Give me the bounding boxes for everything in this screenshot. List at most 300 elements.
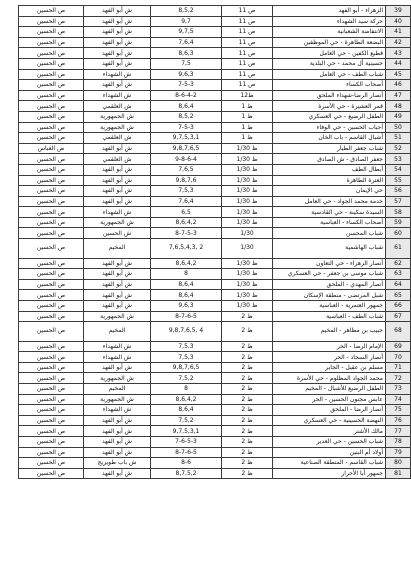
- route-cell: ش أبو الفهد: [84, 143, 151, 154]
- row-number-cell: 54: [386, 164, 411, 175]
- procession-name-cell: شباب المحسن: [273, 228, 386, 239]
- time-cell: 12ظ: [222, 90, 273, 101]
- sequence-cell: 8-7-6-5: [151, 447, 222, 458]
- destination-cell: ص الحسين: [19, 58, 84, 69]
- sequence-cell: 8,6,4,2: [151, 258, 222, 269]
- destination-cell: ص العباس: [19, 143, 84, 154]
- destination-cell: ص الحسين: [19, 458, 84, 469]
- time-cell: 1/30 ظ: [222, 175, 273, 186]
- time-cell: 1/30 ظ: [222, 300, 273, 311]
- destination-cell: ص الحسين: [19, 269, 84, 280]
- table-row: [19, 27, 411, 38]
- destination-cell: ص الحسين: [19, 362, 84, 373]
- destination-cell: ص الحسين: [19, 122, 84, 133]
- procession-name-cell: أبطال الطف: [273, 164, 386, 175]
- procession-name-cell: جمهور أبا الأحرار: [273, 468, 386, 479]
- procession-name-cell: شباب القاسم - المنطقة الصناعية: [273, 458, 386, 469]
- table-row: [19, 48, 411, 59]
- row-number-cell: 74: [386, 394, 411, 405]
- row-number-cell: 47: [386, 90, 411, 101]
- time-cell: 1/30 ظ: [222, 269, 273, 280]
- sequence-cell: 9,8,7,6,5: [151, 362, 222, 373]
- sequence-cell: 7,6,4: [151, 37, 222, 48]
- table-row: [19, 362, 411, 373]
- row-number-cell: 49: [386, 111, 411, 122]
- time-cell: 11 ص: [222, 37, 273, 48]
- time-cell: 1/30 ظ: [222, 164, 273, 175]
- row-number-cell: 55: [386, 175, 411, 186]
- table-row: [19, 101, 411, 112]
- route-cell: ش أبو الفهد: [84, 58, 151, 69]
- sequence-cell: 7,5,2: [151, 415, 222, 426]
- table-row: [19, 228, 411, 239]
- route-cell: المخيم: [84, 322, 151, 342]
- procession-name-cell: محمد الجواد المظلوم - حي الأسرة: [273, 373, 386, 384]
- table-row: [19, 311, 411, 322]
- table-row: [19, 69, 411, 80]
- row-number-cell: 52: [386, 143, 411, 154]
- destination-cell: ص الحسين: [19, 415, 84, 426]
- table-row: [19, 258, 411, 269]
- sequence-cell: 8,6,4: [151, 279, 222, 290]
- sequence-cell: 8,6,3: [151, 48, 222, 59]
- route-cell: ش أبو الفهد: [84, 300, 151, 311]
- destination-cell: ص الحسين: [19, 405, 84, 416]
- table-row: [19, 196, 411, 207]
- table-row: [19, 6, 411, 17]
- route-cell: ش العلقمي: [84, 101, 151, 112]
- table-row: [19, 122, 411, 133]
- destination-cell: ص الحسين: [19, 258, 84, 269]
- time-cell: 2 ظ: [222, 362, 273, 373]
- route-cell: ش أبو الفهد: [84, 186, 151, 197]
- table-row: [19, 217, 411, 228]
- table-row: [19, 186, 411, 197]
- time-cell: 11 ص: [222, 80, 273, 91]
- sequence-cell: 7-5-3: [151, 122, 222, 133]
- procession-name-cell: أولاد أم البنين: [273, 447, 386, 458]
- destination-cell: ص الحسين: [19, 207, 84, 218]
- table-row: [19, 90, 411, 101]
- row-number-cell: 45: [386, 69, 411, 80]
- time-cell: 1/30 ظ: [222, 217, 273, 228]
- time-cell: 1/30 ظ: [222, 143, 273, 154]
- destination-cell: ص الحسين: [19, 300, 84, 311]
- procession-name-cell: شبل المرتضى - منطقة الإسكان: [273, 290, 386, 301]
- time-cell: 2 ظ: [222, 415, 273, 426]
- sequence-cell: 8,6,4,2: [151, 217, 222, 228]
- table-row: [19, 384, 411, 395]
- time-cell: 2 ظ: [222, 436, 273, 447]
- procession-name-cell: حي الإيمان: [273, 186, 386, 197]
- time-cell: 1 ظ: [222, 101, 273, 112]
- sequence-cell: 9,8,7,6,5, 4: [151, 322, 222, 342]
- table-row: [19, 80, 411, 91]
- procession-name-cell: شباب جعفر الطيار: [273, 143, 386, 154]
- row-number-cell: 58: [386, 207, 411, 218]
- procession-name-cell: الطفل الرضيع للأشبال - المخيم: [273, 384, 386, 395]
- destination-cell: ص الحسين: [19, 352, 84, 363]
- row-number-cell: 57: [386, 196, 411, 207]
- time-cell: 2 ظ: [222, 341, 273, 352]
- table-row: [19, 164, 411, 175]
- table-row: [19, 207, 411, 218]
- time-cell: 2 ظ: [222, 311, 273, 322]
- route-cell: المخيم: [84, 239, 151, 259]
- procession-name-cell: شباب الحسين - حي الغدير: [273, 436, 386, 447]
- route-cell: ش أبو الفهد: [84, 37, 151, 48]
- row-number-cell: 75: [386, 405, 411, 416]
- route-cell: ش الشهداء: [84, 90, 151, 101]
- sequence-cell: 7,5,3: [151, 186, 222, 197]
- table-row: [19, 239, 411, 259]
- time-cell: 1/30 ظ: [222, 279, 273, 290]
- time-cell: 1/30 ظ: [222, 196, 273, 207]
- procession-name-cell: أنصار السجاد - الحر: [273, 352, 386, 363]
- table-row: [19, 322, 411, 342]
- sequence-cell: 8,6,4: [151, 405, 222, 416]
- table-row: [19, 352, 411, 363]
- destination-cell: ص الحسين: [19, 37, 84, 48]
- procession-name-cell: الزهراء - أبو الفهد: [273, 6, 386, 17]
- procession-name-cell: مسلم بن عقيل - الجاير: [273, 362, 386, 373]
- route-cell: ش أبو الفهد: [84, 290, 151, 301]
- row-number-cell: 78: [386, 436, 411, 447]
- sequence-cell: 9,6,3: [151, 69, 222, 80]
- row-number-cell: 80: [386, 458, 411, 469]
- row-number-cell: 61: [386, 239, 411, 259]
- procession-name-cell: أنصار الرضا-شهداء الملحق: [273, 90, 386, 101]
- route-cell: ش أبو الفهد: [84, 175, 151, 186]
- destination-cell: ص الحسين: [19, 133, 84, 144]
- table-row: [19, 447, 411, 458]
- time-cell: 11 ص: [222, 58, 273, 69]
- sequence-cell: 8,5,2: [151, 111, 222, 122]
- table-row: [19, 16, 411, 27]
- table-row: [19, 436, 411, 447]
- route-cell: ش الشهداء: [84, 405, 151, 416]
- procession-name-cell: جعفر الصادق - ش الصادق: [273, 154, 386, 165]
- time-cell: 2 ظ: [222, 352, 273, 363]
- destination-cell: ص الحسين: [19, 290, 84, 301]
- row-number-cell: 53: [386, 154, 411, 165]
- sequence-cell: 8,7,5,2: [151, 468, 222, 479]
- sequence-cell: 8-6-4-2: [151, 90, 222, 101]
- row-number-cell: 51: [386, 133, 411, 144]
- route-cell: ش الجمهورية: [84, 311, 151, 322]
- row-number-cell: 64: [386, 279, 411, 290]
- sequence-cell: 9,7,5,3,1: [151, 426, 222, 437]
- sequence-cell: 8-7-5-3: [151, 228, 222, 239]
- sequence-cell: 7-5-3: [151, 80, 222, 91]
- procession-name-cell: قطيع الكفين - حي العامل: [273, 48, 386, 59]
- procession-name-cell: أنصار المهدي - الملحق: [273, 279, 386, 290]
- sequence-cell: 8,6,4: [151, 101, 222, 112]
- destination-cell: ص الحسين: [19, 69, 84, 80]
- sequence-cell: 9,6,3: [151, 300, 222, 311]
- procession-name-cell: شباب الهاشمية: [273, 239, 386, 259]
- destination-cell: ص الحسين: [19, 90, 84, 101]
- sequence-cell: 8,6,4: [151, 290, 222, 301]
- time-cell: 2 ظ: [222, 426, 273, 437]
- time-cell: 2 ظ: [222, 394, 273, 405]
- time-cell: 1/30 ظ: [222, 154, 273, 165]
- destination-cell: ص الحسين: [19, 279, 84, 290]
- sequence-cell: 9,8,7,6: [151, 175, 222, 186]
- route-cell: ش أبو الفهد: [84, 269, 151, 280]
- destination-cell: ص الحسين: [19, 426, 84, 437]
- time-cell: 11 ص: [222, 69, 273, 80]
- row-number-cell: 48: [386, 101, 411, 112]
- row-number-cell: 77: [386, 426, 411, 437]
- destination-cell: ص الحسين: [19, 27, 84, 38]
- procession-name-cell: أصحاب الكساء - العباسية: [273, 217, 386, 228]
- destination-cell: ص الحسين: [19, 101, 84, 112]
- row-number-cell: 44: [386, 58, 411, 69]
- route-cell: ش أبو الفهد: [84, 447, 151, 458]
- time-cell: 2 ظ: [222, 447, 273, 458]
- sequence-cell: 7,5,2: [151, 373, 222, 384]
- table-row: [19, 111, 411, 122]
- time-cell: 2 ظ: [222, 384, 273, 395]
- time-cell: 1/30: [222, 228, 273, 239]
- destination-cell: ص الحسين: [19, 384, 84, 395]
- table-row: [19, 426, 411, 437]
- row-number-cell: 69: [386, 341, 411, 352]
- row-number-cell: 39: [386, 6, 411, 17]
- time-cell: 2 ظ: [222, 458, 273, 469]
- procession-name-cell: أنصار الرضا - الملحق: [273, 405, 386, 416]
- row-number-cell: 67: [386, 311, 411, 322]
- route-cell: ش الجمهورية: [84, 217, 151, 228]
- route-cell: ش الجمهورية: [84, 111, 151, 122]
- destination-cell: ص الحسين: [19, 164, 84, 175]
- route-cell: ش أبو الفهد: [84, 468, 151, 479]
- table-body: [19, 6, 411, 479]
- row-number-cell: 40: [386, 16, 411, 27]
- procession-name-cell: الانتفاضة الشعبانية: [273, 27, 386, 38]
- destination-cell: ص الحسين: [19, 468, 84, 479]
- route-cell: ش أبو الفهد: [84, 27, 151, 38]
- time-cell: 1/30 ظ: [222, 290, 273, 301]
- destination-cell: ص الحسين: [19, 154, 84, 165]
- row-number-cell: 73: [386, 384, 411, 395]
- route-cell: ش أبو الفهد: [84, 164, 151, 175]
- time-cell: 1 ظ: [222, 111, 273, 122]
- destination-cell: ص الحسين: [19, 111, 84, 122]
- schedule-sheet: [18, 5, 402, 479]
- route-cell: ش الشهداء: [84, 352, 151, 363]
- row-number-cell: 66: [386, 300, 411, 311]
- row-number-cell: 76: [386, 415, 411, 426]
- time-cell: 1/30 ظ: [222, 207, 273, 218]
- row-number-cell: 60: [386, 228, 411, 239]
- row-number-cell: 65: [386, 290, 411, 301]
- procession-name-cell: عابس مجنون الحسين - الحر: [273, 394, 386, 405]
- row-number-cell: 81: [386, 468, 411, 479]
- time-cell: 11 ص: [222, 6, 273, 17]
- route-cell: ش أبو الفهد: [84, 48, 151, 59]
- destination-cell: ص الحسين: [19, 175, 84, 186]
- procession-name-cell: أنصار الزهراء - حي التعاون: [273, 258, 386, 269]
- procession-name-cell: جمهور العتمرية - العباسية: [273, 300, 386, 311]
- destination-cell: ص الحسين: [19, 80, 84, 91]
- row-number-cell: 71: [386, 362, 411, 373]
- time-cell: 2 ظ: [222, 373, 273, 384]
- procession-name-cell: النهضة الحسينية - حي العسكري: [273, 415, 386, 426]
- route-cell: ش الشهداء: [84, 341, 151, 352]
- destination-cell: ص الحسين: [19, 394, 84, 405]
- destination-cell: ص الحسين: [19, 186, 84, 197]
- time-cell: 1/30 ظ: [222, 186, 273, 197]
- procession-name-cell: شباب موسى بن جعفر - حي العسكري: [273, 269, 386, 280]
- route-cell: ش العلقمي: [84, 154, 151, 165]
- row-number-cell: 42: [386, 37, 411, 48]
- route-cell: ش العلقمي: [84, 133, 151, 144]
- sequence-cell: 7,6,5,4,3, 2: [151, 239, 222, 259]
- table-row: [19, 373, 411, 384]
- row-number-cell: 70: [386, 352, 411, 363]
- procession-name-cell: قمر العشيرة - حي الأسرة: [273, 101, 386, 112]
- table-row: [19, 341, 411, 352]
- sequence-cell: 7,5: [151, 58, 222, 69]
- route-cell: ش أبو الفهد: [84, 6, 151, 17]
- destination-cell: ص الحسين: [19, 196, 84, 207]
- procession-name-cell: أحباب الحسين - حي الوفاء: [273, 122, 386, 133]
- procession-name-cell: أصحاب الكساء: [273, 80, 386, 91]
- table-row: [19, 415, 411, 426]
- sequence-cell: 9-8-6-4: [151, 154, 222, 165]
- table-row: [19, 133, 411, 144]
- procession-name-cell: حبيب بن مظاهر - المخيم: [273, 322, 386, 342]
- table-row: [19, 394, 411, 405]
- route-cell: ش أبو الفهد: [84, 426, 151, 437]
- sequence-cell: 9,7,5,3,1: [151, 133, 222, 144]
- destination-cell: ص الحسين: [19, 322, 84, 342]
- sequence-cell: 7,5,3: [151, 352, 222, 363]
- time-cell: 1/30 ظ: [222, 258, 273, 269]
- row-number-cell: 68: [386, 322, 411, 342]
- route-cell: ش أبو الفهد: [84, 80, 151, 91]
- sequence-cell: 8,5,2: [151, 6, 222, 17]
- time-cell: 1 ظ: [222, 122, 273, 133]
- route-cell: ش أبو الفهد: [84, 196, 151, 207]
- destination-cell: ص الحسين: [19, 436, 84, 447]
- row-number-cell: 62: [386, 258, 411, 269]
- sequence-cell: 8: [151, 269, 222, 280]
- sequence-cell: 7-6-5-3: [151, 436, 222, 447]
- destination-cell: ص الحسين: [19, 311, 84, 322]
- table-row: [19, 405, 411, 416]
- procession-name-cell: أشبال القاسم - باب الخان: [273, 133, 386, 144]
- route-cell: ش الجمهورية: [84, 122, 151, 133]
- procession-name-cell: شباب الطف - حي العامل: [273, 69, 386, 80]
- sequence-cell: 7,6,5: [151, 164, 222, 175]
- destination-cell: ص الحسين: [19, 6, 84, 17]
- route-cell: ش أبو الفهد: [84, 415, 151, 426]
- route-cell: ش أبو الفهد: [84, 16, 151, 27]
- table-row: [19, 290, 411, 301]
- route-cell: ش الجمهورية: [84, 373, 151, 384]
- table-row: [19, 58, 411, 69]
- route-cell: ش أبو الفهد: [84, 258, 151, 269]
- row-number-cell: 59: [386, 217, 411, 228]
- table-row: [19, 37, 411, 48]
- row-number-cell: 72: [386, 373, 411, 384]
- route-cell: ش الحسين: [84, 228, 151, 239]
- sequence-cell: 8,6,4,2: [151, 394, 222, 405]
- destination-cell: ص الحسين: [19, 228, 84, 239]
- sequence-cell: 8-7-6-5: [151, 311, 222, 322]
- sequence-cell: 6,5: [151, 207, 222, 218]
- sequence-cell: 7,5,3: [151, 341, 222, 352]
- row-number-cell: 56: [386, 186, 411, 197]
- destination-cell: ص الحسين: [19, 239, 84, 259]
- time-cell: 1 ظ: [222, 133, 273, 144]
- time-cell: 1/30: [222, 239, 273, 259]
- destination-cell: ص الحسين: [19, 447, 84, 458]
- row-number-cell: 50: [386, 122, 411, 133]
- table-row: [19, 468, 411, 479]
- procession-name-cell: الطفل الرضيع - حي العسكري: [273, 111, 386, 122]
- route-cell: ش الشهداء: [84, 207, 151, 218]
- row-number-cell: 63: [386, 269, 411, 280]
- procession-name-cell: خدمة محمد الجواد - حي العامل: [273, 196, 386, 207]
- table-row: [19, 175, 411, 186]
- sequence-cell: 9,7,5: [151, 27, 222, 38]
- destination-cell: ص الحسين: [19, 48, 84, 59]
- table-row: [19, 458, 411, 469]
- table-row: [19, 154, 411, 165]
- destination-cell: ص الحسين: [19, 341, 84, 352]
- sequence-cell: 8: [151, 384, 222, 395]
- sequence-cell: 7,6,4: [151, 196, 222, 207]
- row-number-cell: 43: [386, 48, 411, 59]
- procession-name-cell: حركة سيد الشهداء: [273, 16, 386, 27]
- procession-name-cell: البضعة الطاهرة - حي الموظفين: [273, 37, 386, 48]
- time-cell: 2 ظ: [222, 468, 273, 479]
- route-cell: المخيم: [84, 384, 151, 395]
- time-cell: 11 ص: [222, 48, 273, 59]
- row-number-cell: 46: [386, 80, 411, 91]
- destination-cell: ص الحسين: [19, 217, 84, 228]
- time-cell: 11 ص: [222, 27, 273, 38]
- table-row: [19, 279, 411, 290]
- destination-cell: ص الحسين: [19, 373, 84, 384]
- row-number-cell: 79: [386, 447, 411, 458]
- route-cell: ش الشهداء: [84, 69, 151, 80]
- time-cell: 11 ص: [222, 16, 273, 27]
- time-cell: 2 ظ: [222, 322, 273, 342]
- sequence-cell: 9,7: [151, 16, 222, 27]
- time-cell: 2 ظ: [222, 405, 273, 416]
- procession-schedule-table: [18, 5, 411, 479]
- procession-name-cell: العترة الطاهرة: [273, 175, 386, 186]
- row-number-cell: 41: [386, 27, 411, 38]
- sequence-cell: 8-6: [151, 458, 222, 469]
- table-row: [19, 143, 411, 154]
- route-cell: ش أبو الفهد: [84, 279, 151, 290]
- sequence-cell: 9,8,7,6,5: [151, 143, 222, 154]
- procession-name-cell: شباب الطف - العباسية: [273, 311, 386, 322]
- destination-cell: ص الحسين: [19, 16, 84, 27]
- route-cell: ش أبو الفهد: [84, 436, 151, 447]
- table-row: [19, 300, 411, 311]
- procession-name-cell: الإمام الرضا - الحر: [273, 341, 386, 352]
- route-cell: ش أبو الفهد: [84, 362, 151, 373]
- table-row: [19, 269, 411, 280]
- route-cell: ش الجمهورية: [84, 394, 151, 405]
